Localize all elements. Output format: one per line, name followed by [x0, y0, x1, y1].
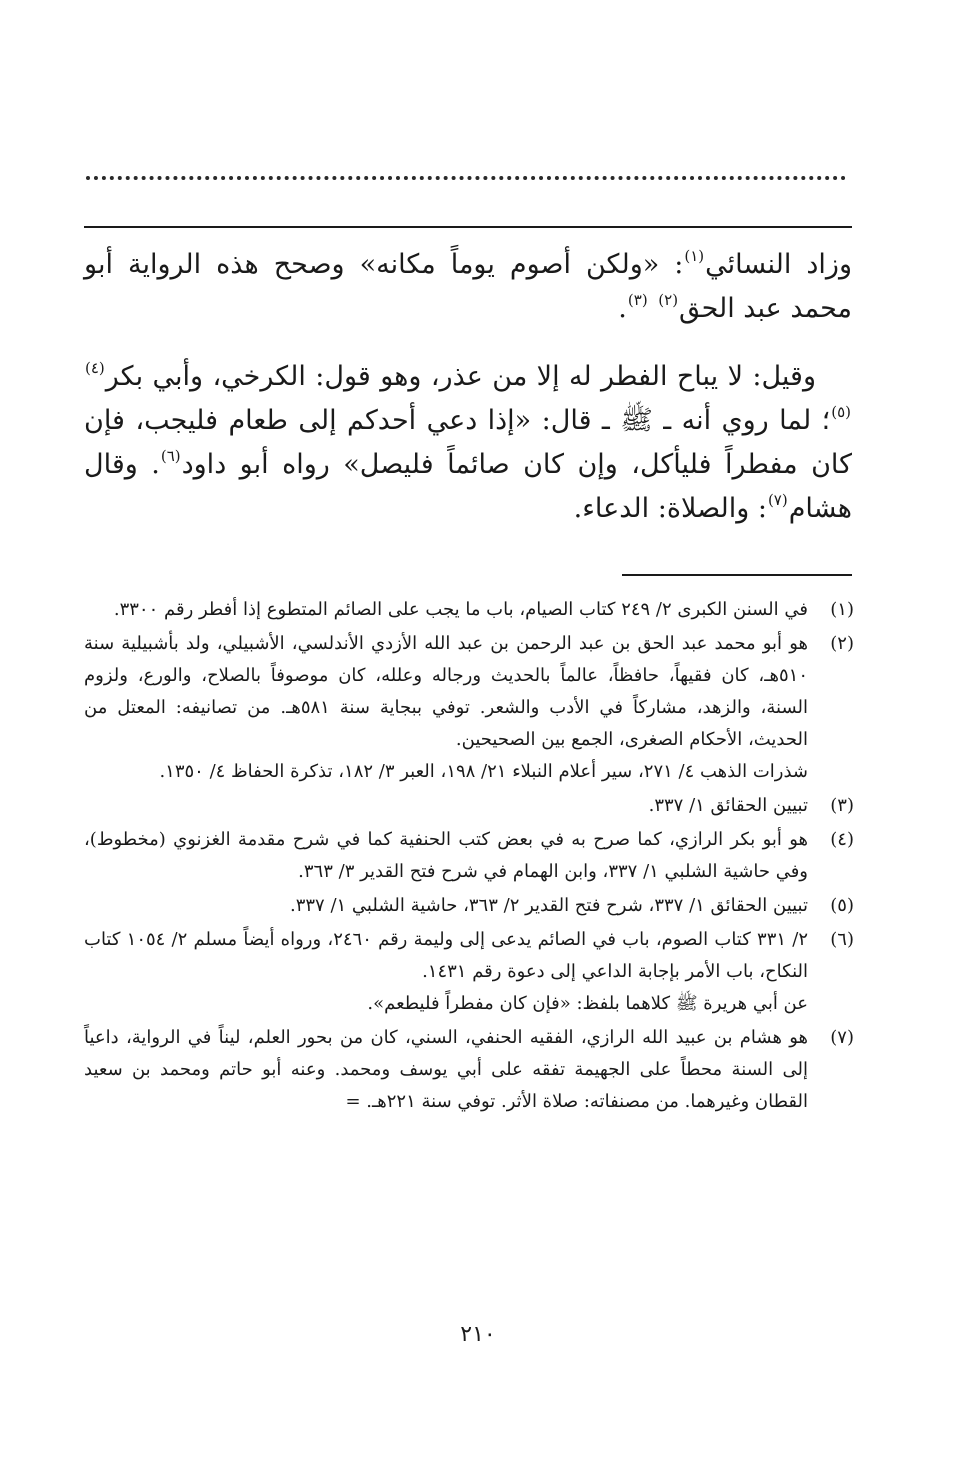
p2-text-start: وقيل: لا يباح الفطر له إلا من عذر، وهو قول: الكرخي، وأبي بكر [105, 361, 816, 392]
p2-text-middle: ؛ لما روي أنه ـ ﷺ ـ قال: «إذا دعي أحدكم إلى طعام فليجب، فإن كان مفطراً فليأكل، وإن كان صائماً فليصل» رواه أبو داود [84, 405, 852, 480]
footnote-sources: شذرات الذهب ٤/ ٢٧١، سير أعلام النبلاء ٢١/ ١٩٨، العبر ٣/ ١٨٢، تذكرة الحفاظ ٤/ ١٣٥٠. [159, 761, 808, 782]
footnote-2 [84, 628, 854, 788]
footnotes [84, 594, 854, 1120]
footnote-text: تبيين الحقائق ١/ ٣٣٧. [648, 795, 808, 816]
footnote-number: (٤) [830, 829, 854, 850]
footnote-ref-3[interactable]: (٣) [627, 291, 648, 309]
top-rule [84, 226, 852, 228]
dotted-separator [86, 176, 846, 184]
footnote-1 [84, 594, 854, 626]
footnote-text: هو هشام بن عبيد الله الرازي، الفقيه الحنفي، السني، كان من بحور العلم، ليناً في الرواية، داعياً إلى السنة محطاً على الجهيمة تفقه على أبي يوسف ومحمد. وعنه أبو حاتم ومحمد بن سعيد القطان وغيرهما. من مصنفاته: صلاة الأثر. توفي سنة ٢٢١هـ. = [84, 1027, 808, 1112]
footnote-text: ٢/ ٣٣١ كتاب الصوم، باب في الصائم يدعى إلى وليمة رقم ٢٤٦٠، ورواه أيضاً مسلم ٢/ ١٠٥٤ كتاب النكاح، باب الأمر بإجابة الداعي إلى دعوة رقم ١٤٣١. [84, 929, 808, 982]
footnote-6 [84, 924, 854, 1020]
footnote-4 [84, 824, 854, 888]
p2-text-end: : والصلاة: الدعاء. [573, 493, 767, 524]
footnote-number: (٥) [830, 895, 854, 916]
footnote-5 [84, 890, 854, 922]
p1-text-start: وزاد النسائي [705, 249, 852, 280]
footnote-ref-4[interactable]: (٤) [85, 359, 105, 377]
footnote-number: (٧) [830, 1027, 854, 1048]
footnote-rule [622, 574, 852, 576]
footnote-extra: عن أبي هريرة ﷺ كلاهما بلفظ: «فإن كان مفطراً فليطعم». [367, 993, 808, 1014]
footnote-number: (٦) [830, 929, 854, 950]
footnote-7 [84, 1022, 854, 1118]
p1-text-end: . [618, 293, 627, 324]
p1-text-middle: : «ولكن أصوم يوماً مكانه» وصحح هذه الرواية أبو محمد عبد الحق [84, 249, 852, 324]
footnote-ref-5[interactable]: (٥) [831, 403, 851, 421]
footnote-number: (٣) [830, 795, 854, 816]
footnote-ref-2[interactable]: (٢) [658, 291, 679, 309]
footnote-number: (٢) [830, 633, 854, 654]
main-text [84, 243, 852, 531]
p2-text-middle2: . وقال هشام [84, 449, 852, 524]
paragraph-1 [84, 243, 852, 331]
footnote-number: (١) [830, 599, 854, 620]
footnote-ref-6[interactable]: (٦) [160, 447, 181, 465]
footnote-text: تبيين الحقائق ١/ ٣٣٧، شرح فتح القدير ٢/ ٣٦٣، حاشية الشلبي ١/ ٣٣٧. [289, 895, 808, 916]
footnote-text: في السنن الكبرى ٢/ ٢٤٩ كتاب الصيام، باب ما يجب على الصائم المتطوع إذا أفطر رقم ٣٣٠٠. [113, 599, 808, 620]
paragraph-2 [84, 355, 852, 531]
page-number: ٢١٠ [460, 1322, 496, 1347]
footnote-3 [84, 790, 854, 822]
footnote-text: هو أبو بكر الرازي، كما صرح به في بعض كتب الحنفية كما في شرح مقدمة الغزنوي (مخطوط)، وفي حاشية الشلبي ١/ ٣٣٧، وابن الهمام في شرح فتح القدير ٣/ ٣٦٣. [84, 829, 808, 882]
footnote-text: هو أبو محمد عبد الحق بن عبد الرحمن بن عبد الله الأزدي الأندلسي، الأشبيلي، ولد بأشبيلية سنة ٥١٠هـ، كان فقيهاً، حافظاً، عالماً بالحديث ورجاله وعلله، كان موصوفاً بالصلاح، والورع، ولزوم السنة، والزهد، مشاركاً في الأدب والشعر. توفي ببجاية سنة ٥٨١هـ. من تصانيفه: المعتل من الحديث، الأحكام الصغرى، الجمع بين الصحيحين. [84, 633, 808, 750]
footnote-ref-1[interactable]: (١) [684, 247, 705, 265]
footnote-ref-7[interactable]: (٧) [767, 491, 788, 509]
